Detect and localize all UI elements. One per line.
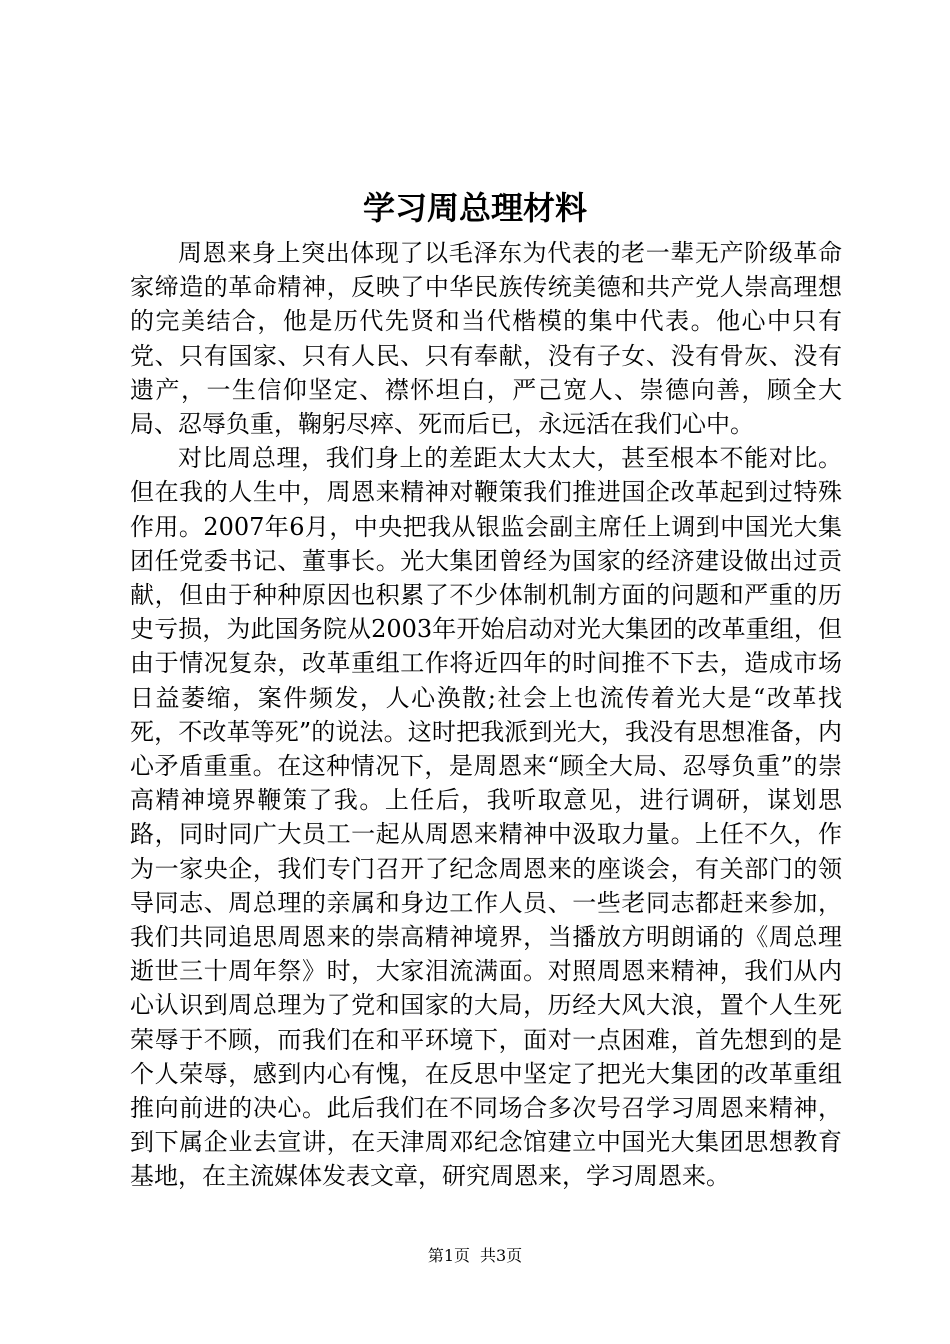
document-body	[130, 236, 842, 1194]
paragraph-2: 对比周总理，我们身上的差距太大太大，甚至根本不能对比。但在我的人生中，周恩来精神对鞭策我们推进国企改革起到过特殊作用。2007年6月，中央把我从银监会副主席任上调到中国光大集团任党委书记、董事长。光大集团曾经为国家的经济建设做出过贡献，但由于种种原因也积累了不少体制机制方面的问题和严重的历史亏损，为此国务院从2003年开始启动对光大集团的改革重组，但由于情况复杂，改革重组工作将近四年的时间推不下去，造成市场日益萎缩，案件频发，人心涣散;社会上也流传着光大是“改革找死，不改革等死”的说法。这时把我派到光大，我没有思想准备，内心矛盾重重。在这种情况下，是周恩来“顾全大局、忍辱负重”的崇高精神境界鞭策了我。上任后，我听取意见，进行调研，谋划思路，同时同广大员工一起从周恩来精神中汲取力量。上任不久，作为一家央企，我们专门召开了纪念周恩来的座谈会，有关部门的领导同志、周总理的亲属和身边工作人员、一些老同志都赶来参加，我们共同追思周恩来的崇高精神境界，当播放方明朗诵的《周总理逝世三十周年祭》时，大家泪流满面。对照周恩来精神，我们从内心认识到周总理为了党和国家的大局，历经大风大浪，置个人生死荣辱于不顾，而我们在和平环境下，面对一点困难，首先想到的是个人荣辱，感到内心有愧，在反思中坚定了把光大集团的改革重组推向前进的决心。此后我们在不同场合多次号召学习周恩来精神，到下属企业去宣讲，在天津周邓纪念馆建立中国光大集团思想教育基地，在主流媒体发表文章，研究周恩来，学习周恩来。	[130, 444, 842, 1191]
paragraph-1: 周恩来身上突出体现了以毛泽东为代表的老一辈无产阶级革命家缔造的革命精神，反映了中华民族传统美德和共产党人崇高理想的完美结合，他是历代先贤和当代楷模的集中代表。他心中只有党、只有国家、只有人民、只有奉献，没有子女、没有骨灰、没有遗产，一生信仰坚定、襟怀坦白，严己宽人、崇德向善，顾全大局、忍辱负重，鞠躬尽瘁、死而后已，永远活在我们心中。	[130, 239, 842, 439]
page-footer	[0, 1244, 950, 1268]
document-title: 学习周总理材料	[362, 189, 587, 227]
page-total: 共3页	[480, 1246, 523, 1265]
page-number: 第1页	[427, 1246, 470, 1265]
